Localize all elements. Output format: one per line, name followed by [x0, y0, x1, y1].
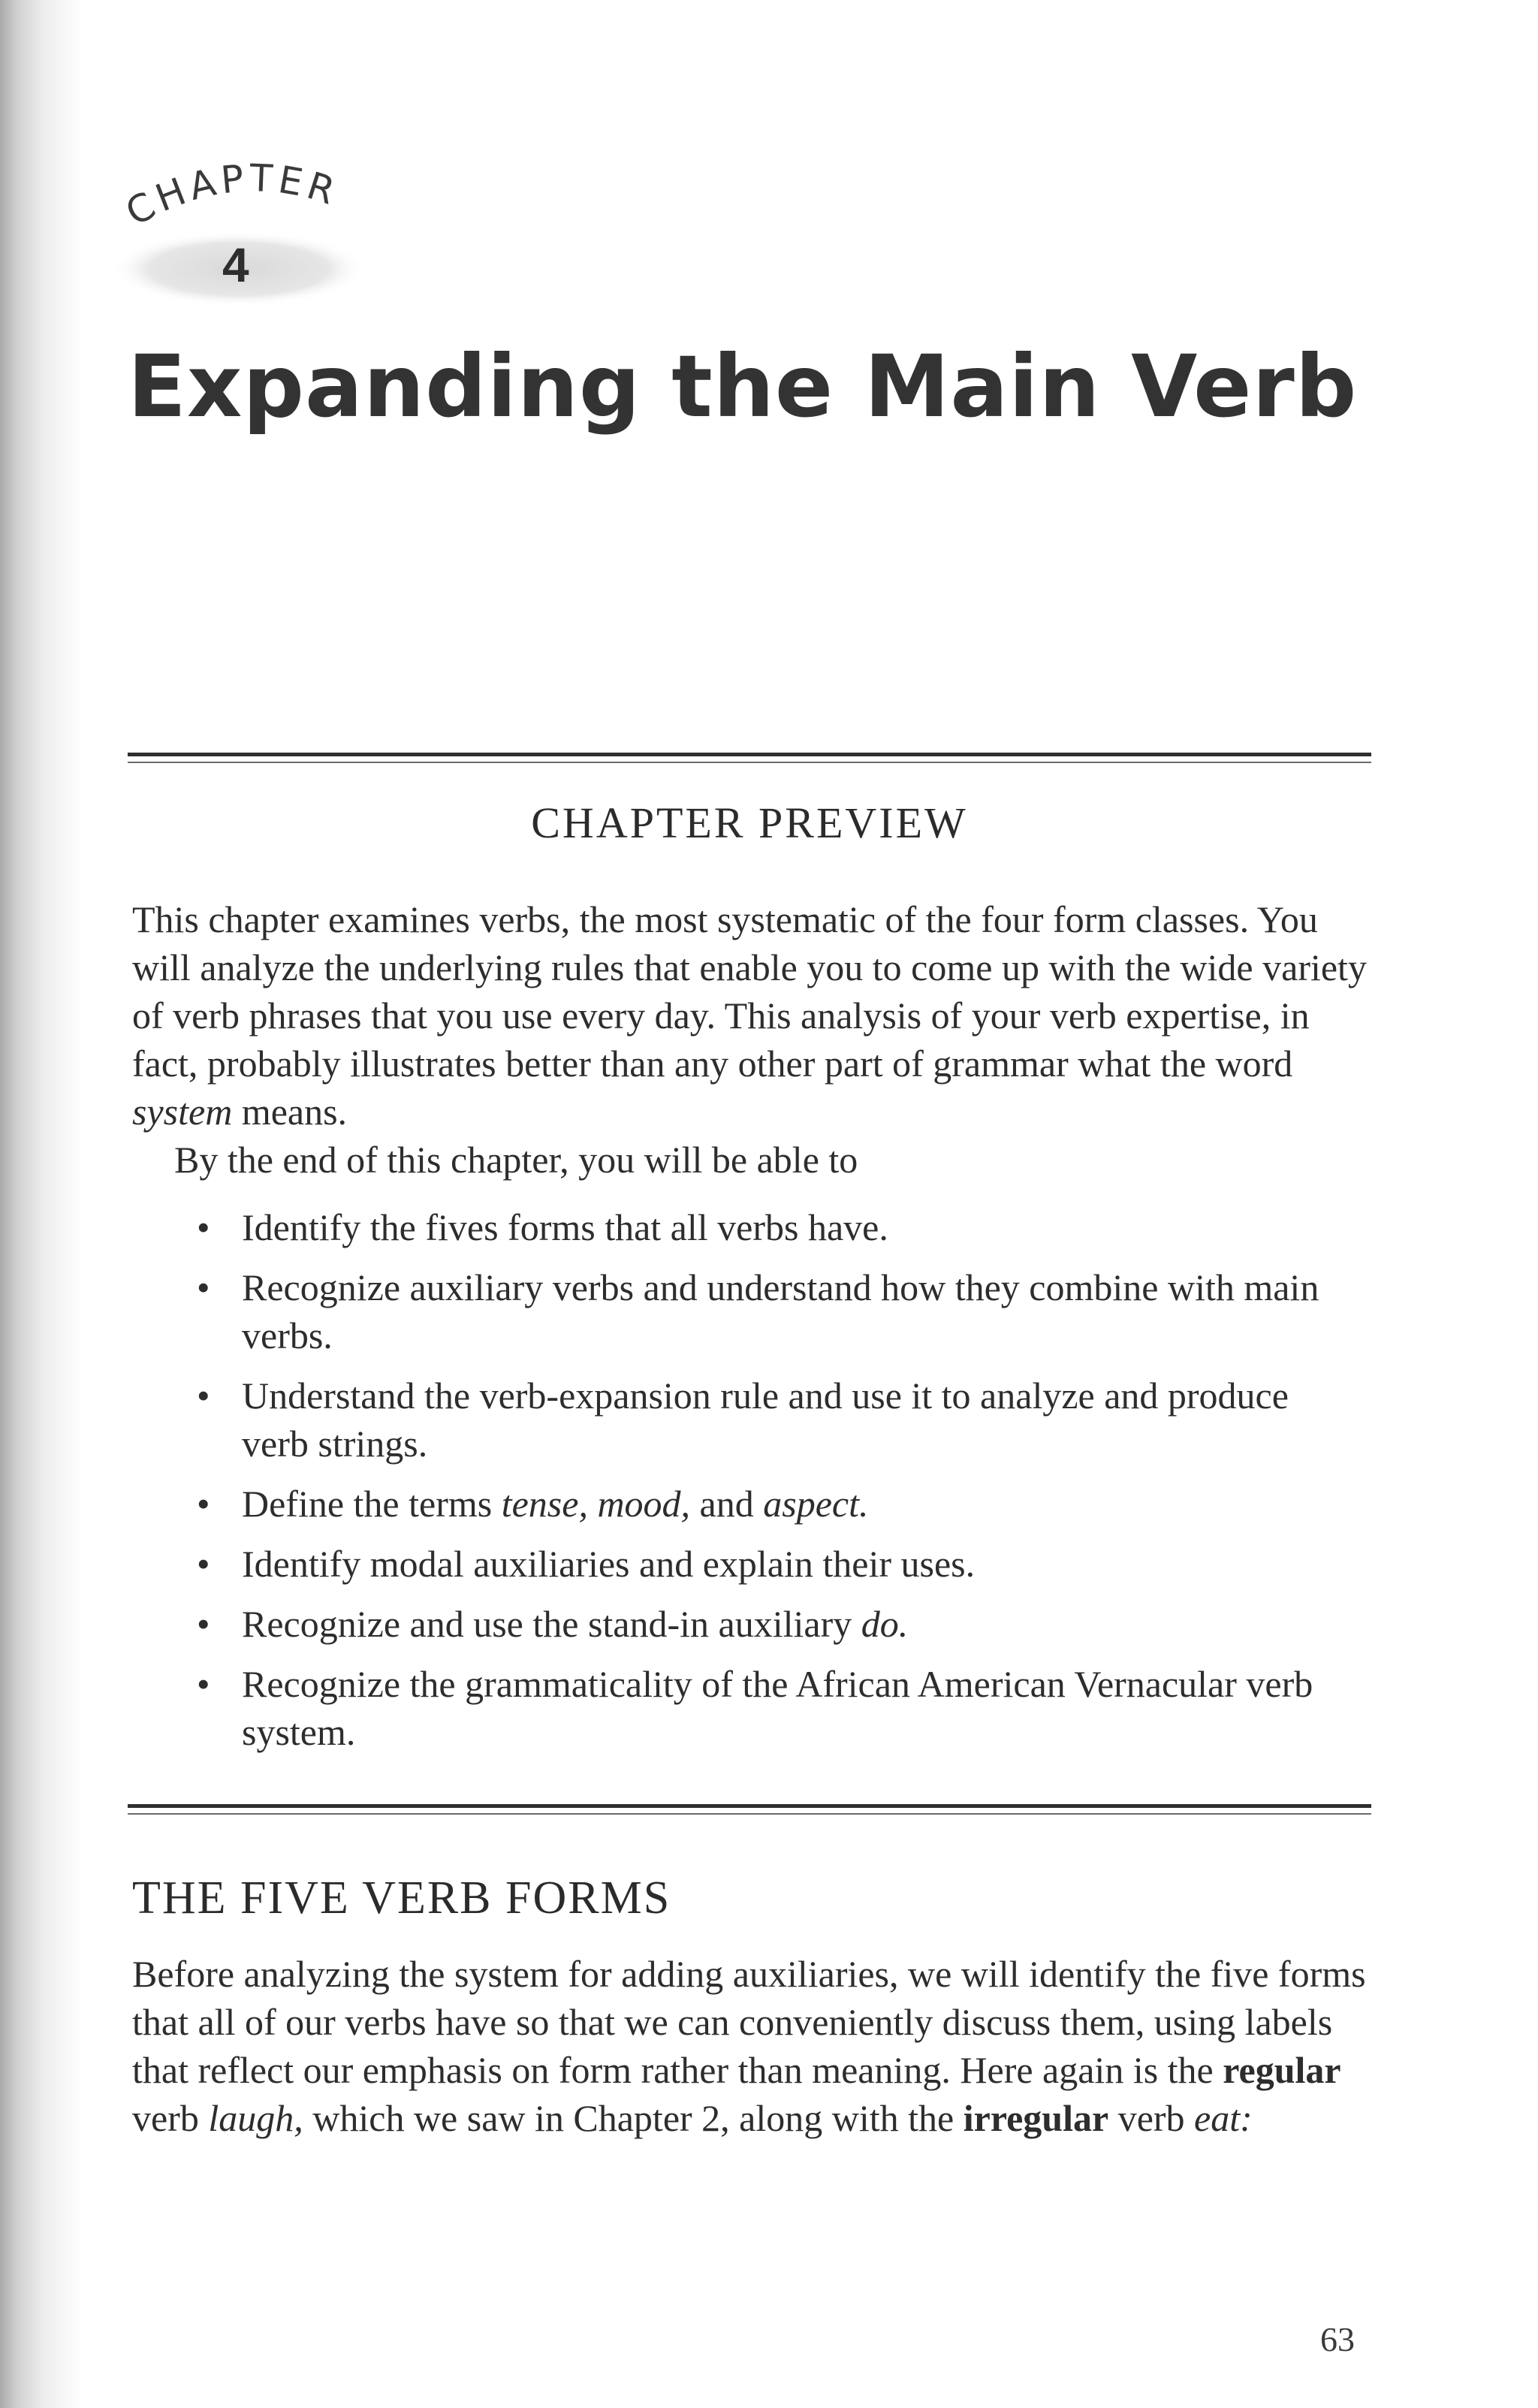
intro-text-end: means.: [232, 1091, 348, 1133]
objective-item: [180, 1600, 1352, 1648]
term-mood: mood,: [597, 1483, 691, 1525]
objective-text: and: [690, 1483, 764, 1525]
section-paragraph: [132, 1950, 1379, 2142]
objective-text: Understand the verb-expansion rule and use it to analyze and produce verb strings.: [242, 1374, 1289, 1465]
chapter-number: 4: [222, 238, 249, 292]
objective-item: [180, 1203, 1352, 1251]
objective-text: Identify the fives forms that all verbs have.: [242, 1206, 888, 1248]
objectives-list: [180, 1203, 1352, 1768]
chapter-label: [0, 0, 526, 330]
preview-top-rule: [128, 753, 1371, 763]
chapter-word: CHAPTER: [119, 155, 345, 235]
chapter-title: Expanding the Main Verb: [128, 336, 1358, 436]
rule-thin: [128, 762, 1371, 763]
term-regular: regular: [1223, 2049, 1341, 2091]
intro-term-system: system: [132, 1091, 233, 1133]
term-laugh: laugh,: [208, 2097, 303, 2139]
section-heading: THE FIVE VERB FORMS: [132, 1872, 671, 1924]
objective-item: [180, 1263, 1352, 1359]
objective-text: Recognize and use the stand-in auxiliary: [242, 1603, 861, 1645]
preview-heading: CHAPTER PREVIEW: [531, 798, 968, 847]
page-gutter-shadow: [0, 0, 83, 2408]
term-do: do.: [861, 1603, 909, 1645]
preview-bottom-rule: [128, 1804, 1371, 1815]
objective-item: [180, 1480, 1352, 1528]
objective-text: [588, 1483, 598, 1525]
section-text: verb: [1108, 2097, 1195, 2139]
objective-text: Recognize auxiliary verbs and understand how they combine with main verbs.: [242, 1266, 1319, 1356]
section-text: which we saw in Chapter 2, along with the: [303, 2097, 964, 2139]
section-text: Before analyzing the system for adding auxiliaries, we will identify the five forms that all of our verbs have so that we can conveniently discuss them, using labels that reflect our emphasis on form rather than meaning. Here again is the: [132, 1953, 1366, 2091]
rule-thin: [128, 1813, 1371, 1815]
term-aspect: aspect.: [763, 1483, 869, 1525]
section-text: verb: [132, 2097, 209, 2139]
objective-item: [180, 1371, 1352, 1468]
term-tense: tense,: [501, 1483, 588, 1525]
page-number: 63: [1320, 2320, 1355, 2358]
objective-item: [180, 1540, 1352, 1588]
preview-lead: By the end of this chapter, you will be able to: [174, 1139, 858, 1181]
chapter-badge-graphic: [0, 0, 526, 330]
objective-item: [180, 1660, 1352, 1756]
rule-thick: [128, 753, 1371, 756]
term-eat: eat:: [1194, 2097, 1253, 2139]
objective-text: Define the terms: [242, 1483, 502, 1525]
intro-text: This chapter examines verbs, the most systematic of the four form classes. You will analyze the underlying rules that enable you to come up with the wide variety of verb phrases that you use every day. This analysis of your verb expertise, in fact, probably illustrates better than any other part of grammar what the word: [132, 898, 1367, 1085]
objective-text: Identify modal auxiliaries and explain their uses.: [242, 1543, 976, 1585]
term-irregular: irregular: [963, 2097, 1109, 2139]
rule-thick: [128, 1804, 1371, 1808]
objective-text: Recognize the grammaticality of the African American Vernacular verb system.: [242, 1663, 1313, 1753]
preview-intro-paragraph: [132, 895, 1379, 1136]
